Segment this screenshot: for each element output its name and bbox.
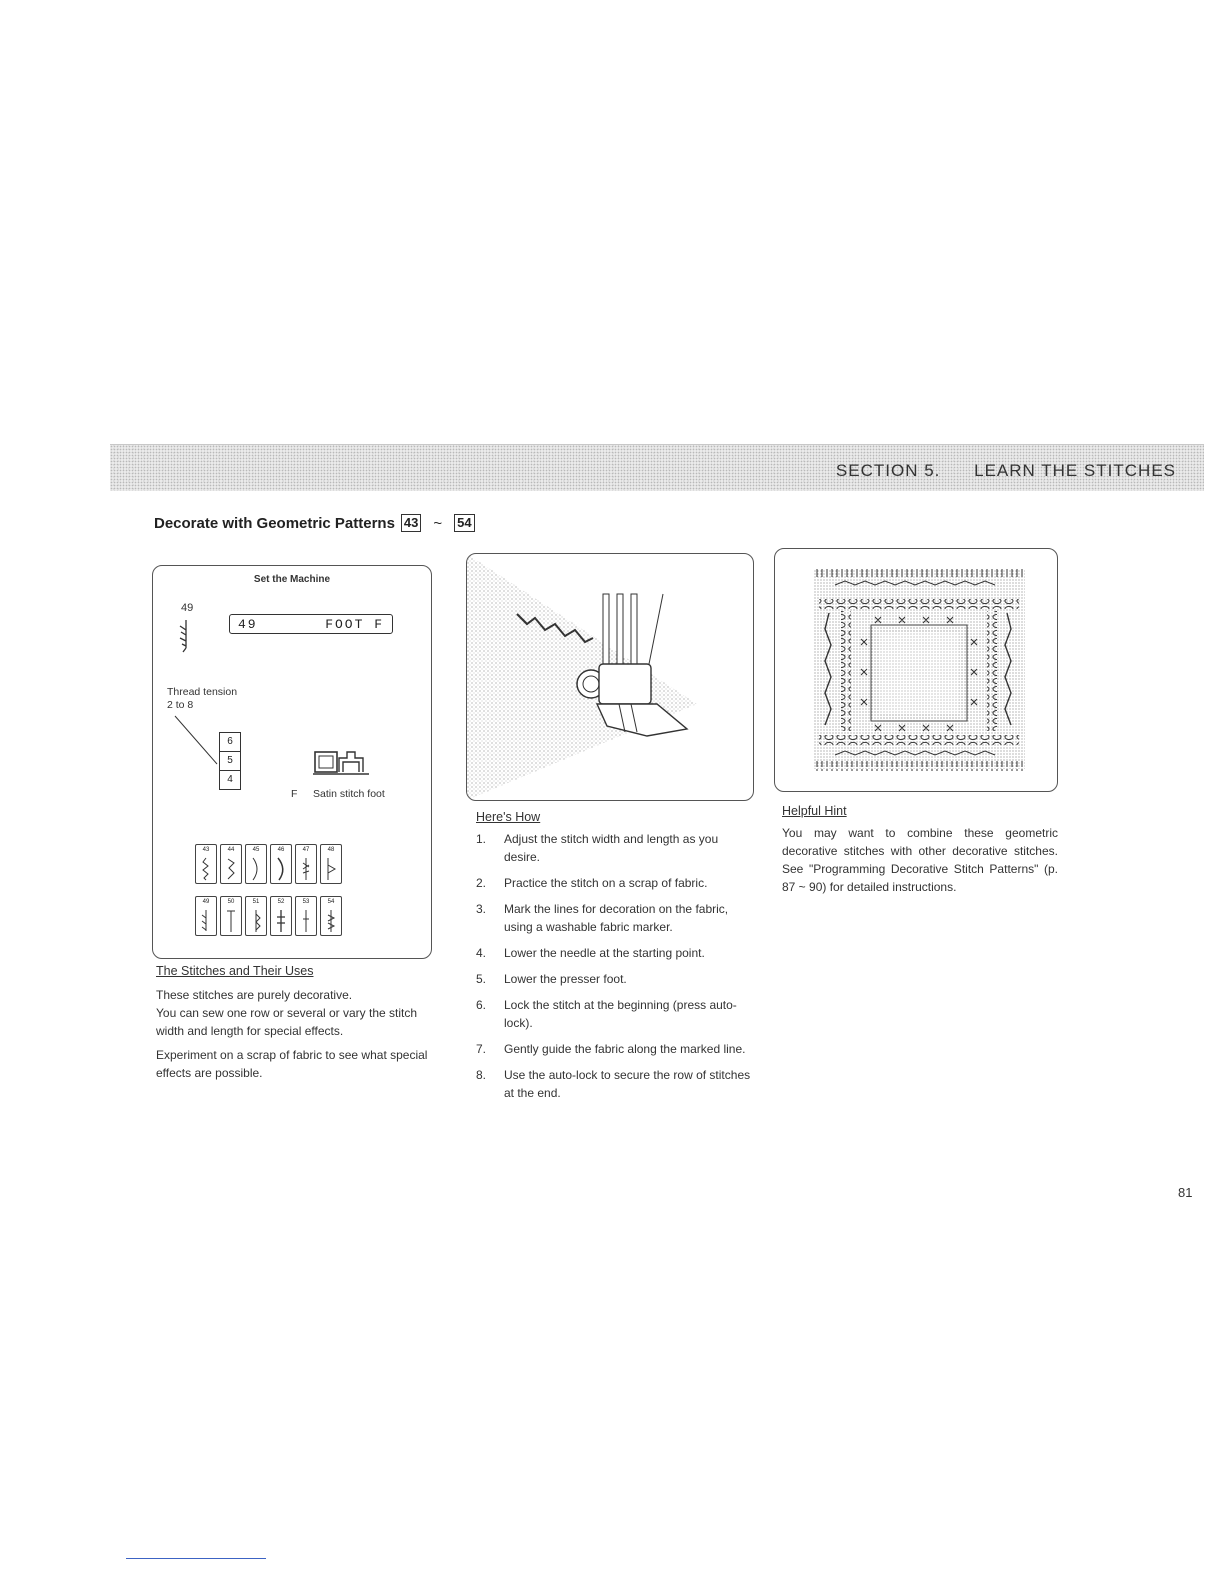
stitch-tile-53: 53 — [295, 896, 317, 936]
section-title: LEARN THE STITCHES — [974, 461, 1176, 480]
step-7: 7. Gently guide the fabric along the marked line. — [476, 1042, 746, 1056]
uses-text — [156, 986, 438, 1082]
section-banner — [110, 444, 1204, 491]
page-number: 81 — [1178, 1185, 1193, 1200]
section-heading — [808, 461, 1176, 481]
range-tilde: ~ — [433, 514, 443, 532]
tension-dial — [219, 732, 241, 790]
tension-dial-5: 5 — [220, 752, 240, 771]
stitch-tile-46: 46 — [270, 844, 292, 884]
step-1: 1. Adjust the stitch width and length as you desire. — [476, 832, 719, 864]
stitch-tile-52: 52 — [270, 896, 292, 936]
setup-heading: Set the Machine — [253, 574, 331, 585]
satin-foot-icon — [313, 748, 369, 776]
uses-heading: The Stitches and Their Uses — [156, 964, 314, 978]
stitch-tile-50: 50 — [220, 896, 242, 936]
stitch-tile-54: 54 — [320, 896, 342, 936]
step-2: 2. Practice the stitch on a scrap of fabric. — [476, 876, 708, 890]
uses-paragraph-2: You can sew one row or several or vary the stitch width and length for special effects. — [156, 1006, 418, 1038]
stitch-tile-45: 45 — [245, 844, 267, 884]
uses-paragraph-1: These stitches are purely decorative. — [156, 988, 353, 1002]
machine-setup-panel — [152, 565, 432, 959]
lcd-number: 49 — [238, 616, 258, 632]
sample-pattern-illustration — [774, 548, 1058, 792]
pattern-number: 49 — [181, 602, 194, 614]
howto-heading: Here's How — [476, 810, 541, 824]
tension-dial-6: 6 — [220, 733, 240, 752]
stitch-tile-44: 44 — [220, 844, 242, 884]
stitch-tile-49: 49 — [195, 896, 217, 936]
lcd-foot: FOOT F — [325, 616, 384, 632]
howto-steps — [476, 830, 756, 1110]
page-title-text: Decorate with Geometric Patterns — [154, 514, 395, 532]
step-8: 8. Use the auto-lock to secure the row of stitches at the end. — [476, 1068, 751, 1100]
tension-range: 2 to 8 — [167, 699, 194, 711]
sewing-illustration — [466, 553, 754, 801]
presser-foot-drawing — [467, 554, 753, 800]
footer-rule — [126, 1558, 266, 1559]
stitch-pattern-icon — [177, 618, 195, 654]
step-4: 4. Lower the needle at the starting point. — [476, 946, 705, 960]
stitch-tile-47: 47 — [295, 844, 317, 884]
step-5: 5. Lower the presser foot. — [476, 972, 627, 986]
tension-label: Thread tension — [167, 686, 238, 698]
hint-heading: Helpful Hint — [782, 804, 847, 818]
hint-text: You may want to combine these geometric decorative stitches with other decorative stitches. See "Programming Decorative Stitch Patterns" (p. 87 ~ 90) for detailed instructions. — [782, 826, 1058, 894]
section-number: SECTION 5. — [835, 461, 941, 480]
uses-paragraph-3: Experiment on a scrap of fabric to see what special effects are possible. — [156, 1048, 428, 1080]
range-end-badge: 54 — [454, 514, 474, 532]
stitch-row-1 — [195, 844, 342, 884]
step-3: 3. Mark the lines for decoration on the fabric, using a washable fabric marker. — [476, 902, 729, 934]
page-title — [154, 514, 481, 532]
tension-pointer-icon — [173, 714, 223, 774]
stitch-tile-51: 51 — [245, 896, 267, 936]
foot-label: Satin stitch foot — [313, 788, 385, 800]
geometric-border-drawing — [775, 549, 1057, 791]
stitch-tile-43: 43 — [195, 844, 217, 884]
tension-dial-4: 4 — [227, 774, 233, 785]
foot-letter: F — [291, 788, 298, 800]
stitch-row-2 — [195, 896, 342, 936]
step-6: 6. Lock the stitch at the beginning (press auto-lock). — [476, 998, 737, 1030]
stitch-tile-48: 48 — [320, 844, 342, 884]
range-start-badge: 43 — [401, 514, 421, 532]
lcd-display — [229, 614, 393, 634]
